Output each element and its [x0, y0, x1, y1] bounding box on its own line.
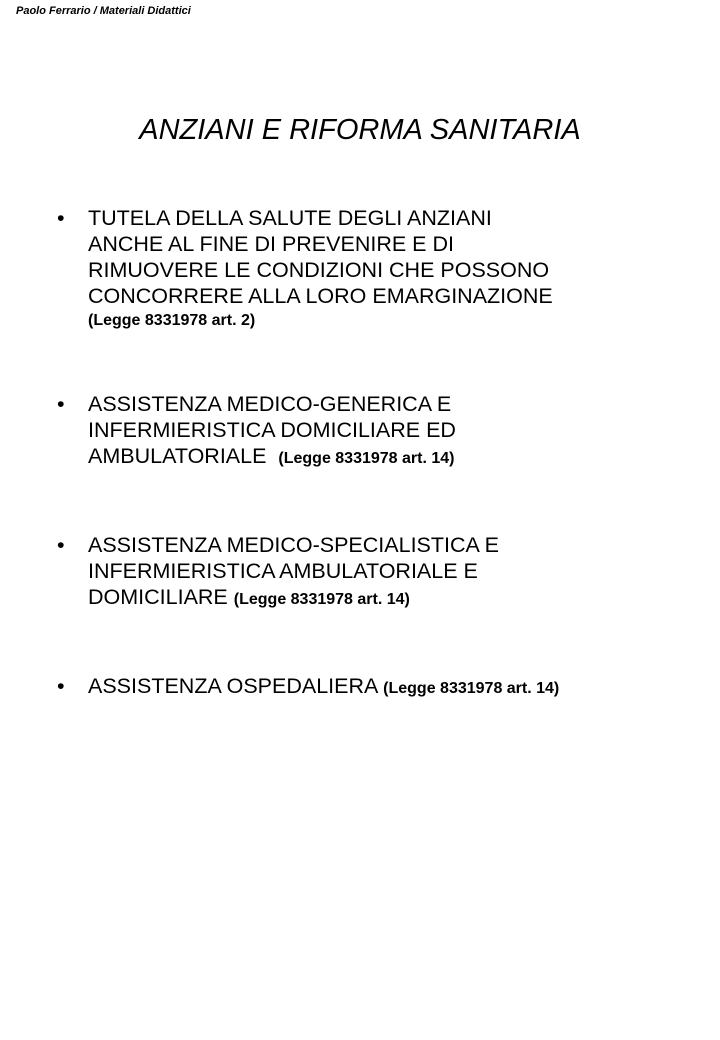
- list-item-text-line-with-reference: [88, 443, 688, 472]
- list-item-text-line: CONCORRERE ALLA LORO EMARGINAZIONE: [88, 284, 553, 308]
- bullet-icon: •: [57, 674, 65, 698]
- list-item-text-line: RIMUOVERE LE CONDIZIONI CHE POSSONO: [88, 258, 550, 282]
- bullet-icon: •: [57, 206, 65, 230]
- list-item-text-line-with-reference: [88, 673, 688, 702]
- list-item-text-line: INFERMIERISTICA DOMICILIARE ED: [88, 418, 456, 442]
- list-item: [57, 391, 688, 472]
- law-reference: (Legge 8331978 art. 14): [233, 591, 410, 608]
- list-item-text-line-with-reference: [88, 584, 688, 613]
- list-item-text-line: INFERMIERISTICA AMBULATORIALE E: [88, 559, 478, 583]
- list-item-text-line: TUTELA DELLA SALUTE DEGLI ANZIANI: [88, 206, 492, 230]
- bullet-icon: •: [57, 392, 65, 416]
- list-item: [57, 532, 688, 613]
- law-reference: (Legge 8331978 art. 2): [88, 312, 256, 329]
- bullet-icon: •: [57, 533, 65, 557]
- page-title: ANZIANI E RIFORMA SANITARIA: [139, 114, 581, 146]
- list-item-text: DOMICILIARE: [88, 585, 228, 609]
- list-item-text: ASSISTENZA OSPEDALIERA: [88, 674, 378, 698]
- page-header: Paolo Ferrario / Materiali Didattici: [16, 5, 191, 17]
- list-item-text-line: ASSISTENZA MEDICO-GENERICA E: [88, 392, 452, 416]
- law-reference: (Legge 8331978 art. 14): [278, 450, 455, 467]
- list-item-text-line: ANCHE AL FINE DI PREVENIRE E DI: [88, 232, 454, 256]
- list-item-text-line: ASSISTENZA MEDICO-SPECIALISTICA E: [88, 533, 499, 557]
- list-item-text: AMBULATORIALE: [88, 444, 267, 468]
- list-item: [57, 673, 688, 702]
- law-reference: (Legge 8331978 art. 14): [383, 680, 560, 697]
- list-item: [57, 205, 688, 333]
